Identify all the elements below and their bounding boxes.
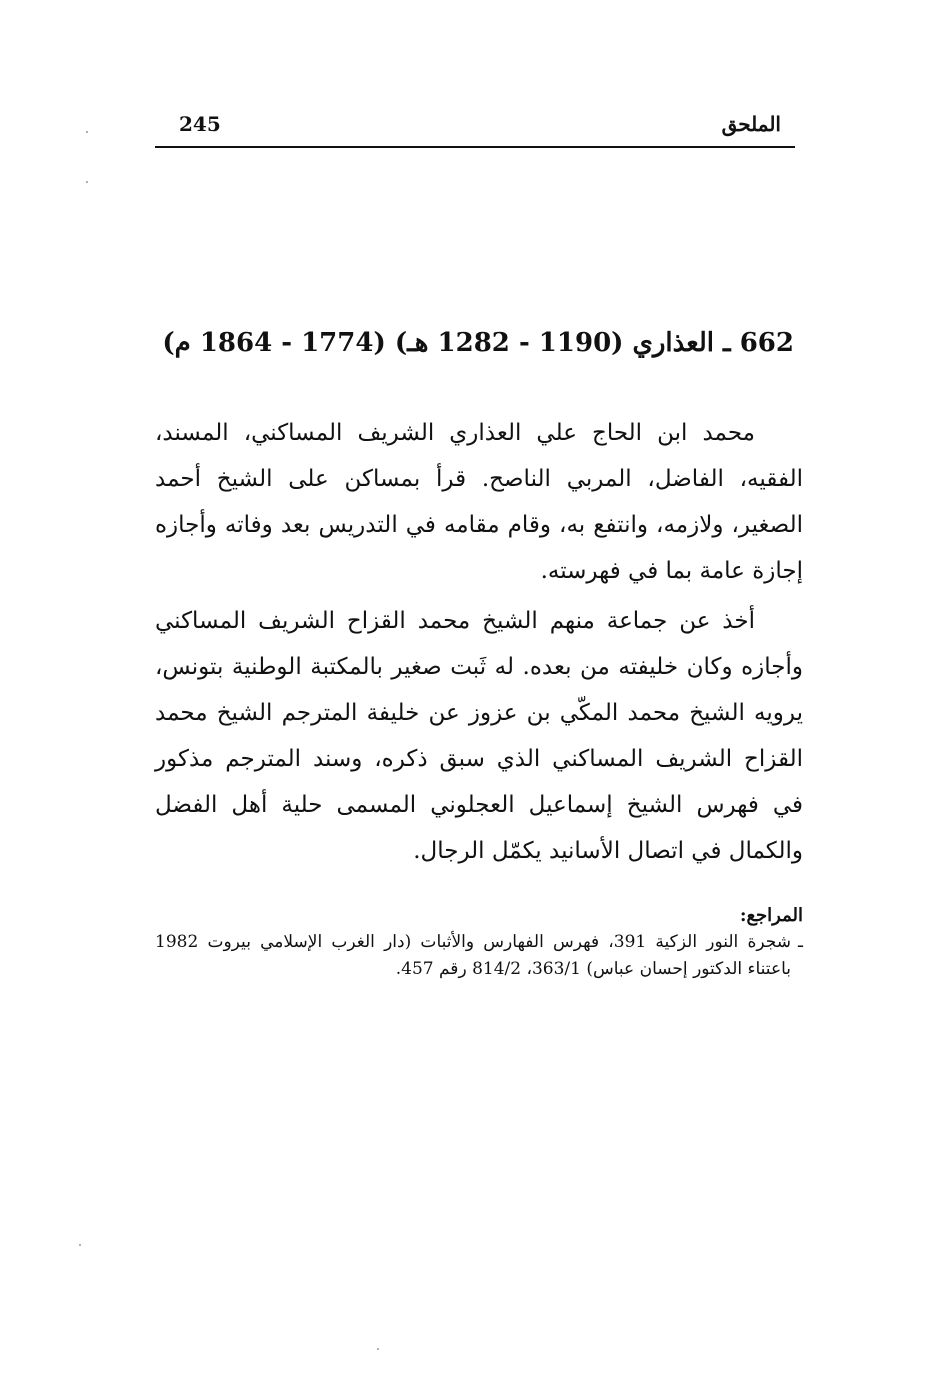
section-name: الملحق [721, 112, 781, 136]
reference-dash: ـ [798, 932, 803, 952]
page-number: 245 [179, 112, 221, 136]
references-section [155, 902, 803, 983]
reference-text: شجرة النور الزكية 391، فهرس الفهارس والأثبات (دار الغرب الإسلامي بيروت 1982 باعتناء الدكتور إحسان عباس) 363/1، 814/2 رقم 457. [155, 932, 791, 979]
scan-speck [377, 1348, 379, 1350]
scan-speck [86, 131, 88, 133]
paragraph-text: أخذ عن جماعة منهم الشيخ محمد القزاح الشريف المساكني وأجازه وكان خليفته من بعده. له ثَبت صغير بالمكتبة الوطنية بتونس، يرويه الشيخ محمد المكّي بن عزوز عن خليفة المترجم الشيخ محمد القزاح الشريف المساكني الذي سبق ذكره، وسند المترجم مذكور في فهرس الشيخ إسماعيل العجلوني المسمى حلية أهل الفضل والكمال في اتصال الأسانيد يكمّل الرجال. [155, 608, 803, 864]
running-header [155, 112, 795, 148]
reference-item [155, 929, 803, 983]
entry-title: 662 ـ العذاري (1190 - 1282 هـ) (1774 - 1864 م) [162, 328, 794, 358]
biography-paragraph-2 [155, 598, 803, 874]
scan-speck [79, 1244, 81, 1246]
paragraph-text: محمد ابن الحاج علي العذاري الشريف المساكني، المسند، الفقيه، الفاضل، المربي الناصح. قرأ بمساكن على الشيخ أحمد الصغير، ولازمه، وانتفع به، وقام مقامه في التدريس بعد وفاته وأجازه إجازة عامة بما في فهرسته. [155, 420, 803, 584]
references-heading: المراجع: [739, 905, 803, 926]
biography-paragraph-1 [155, 410, 803, 594]
scan-speck [86, 181, 88, 183]
